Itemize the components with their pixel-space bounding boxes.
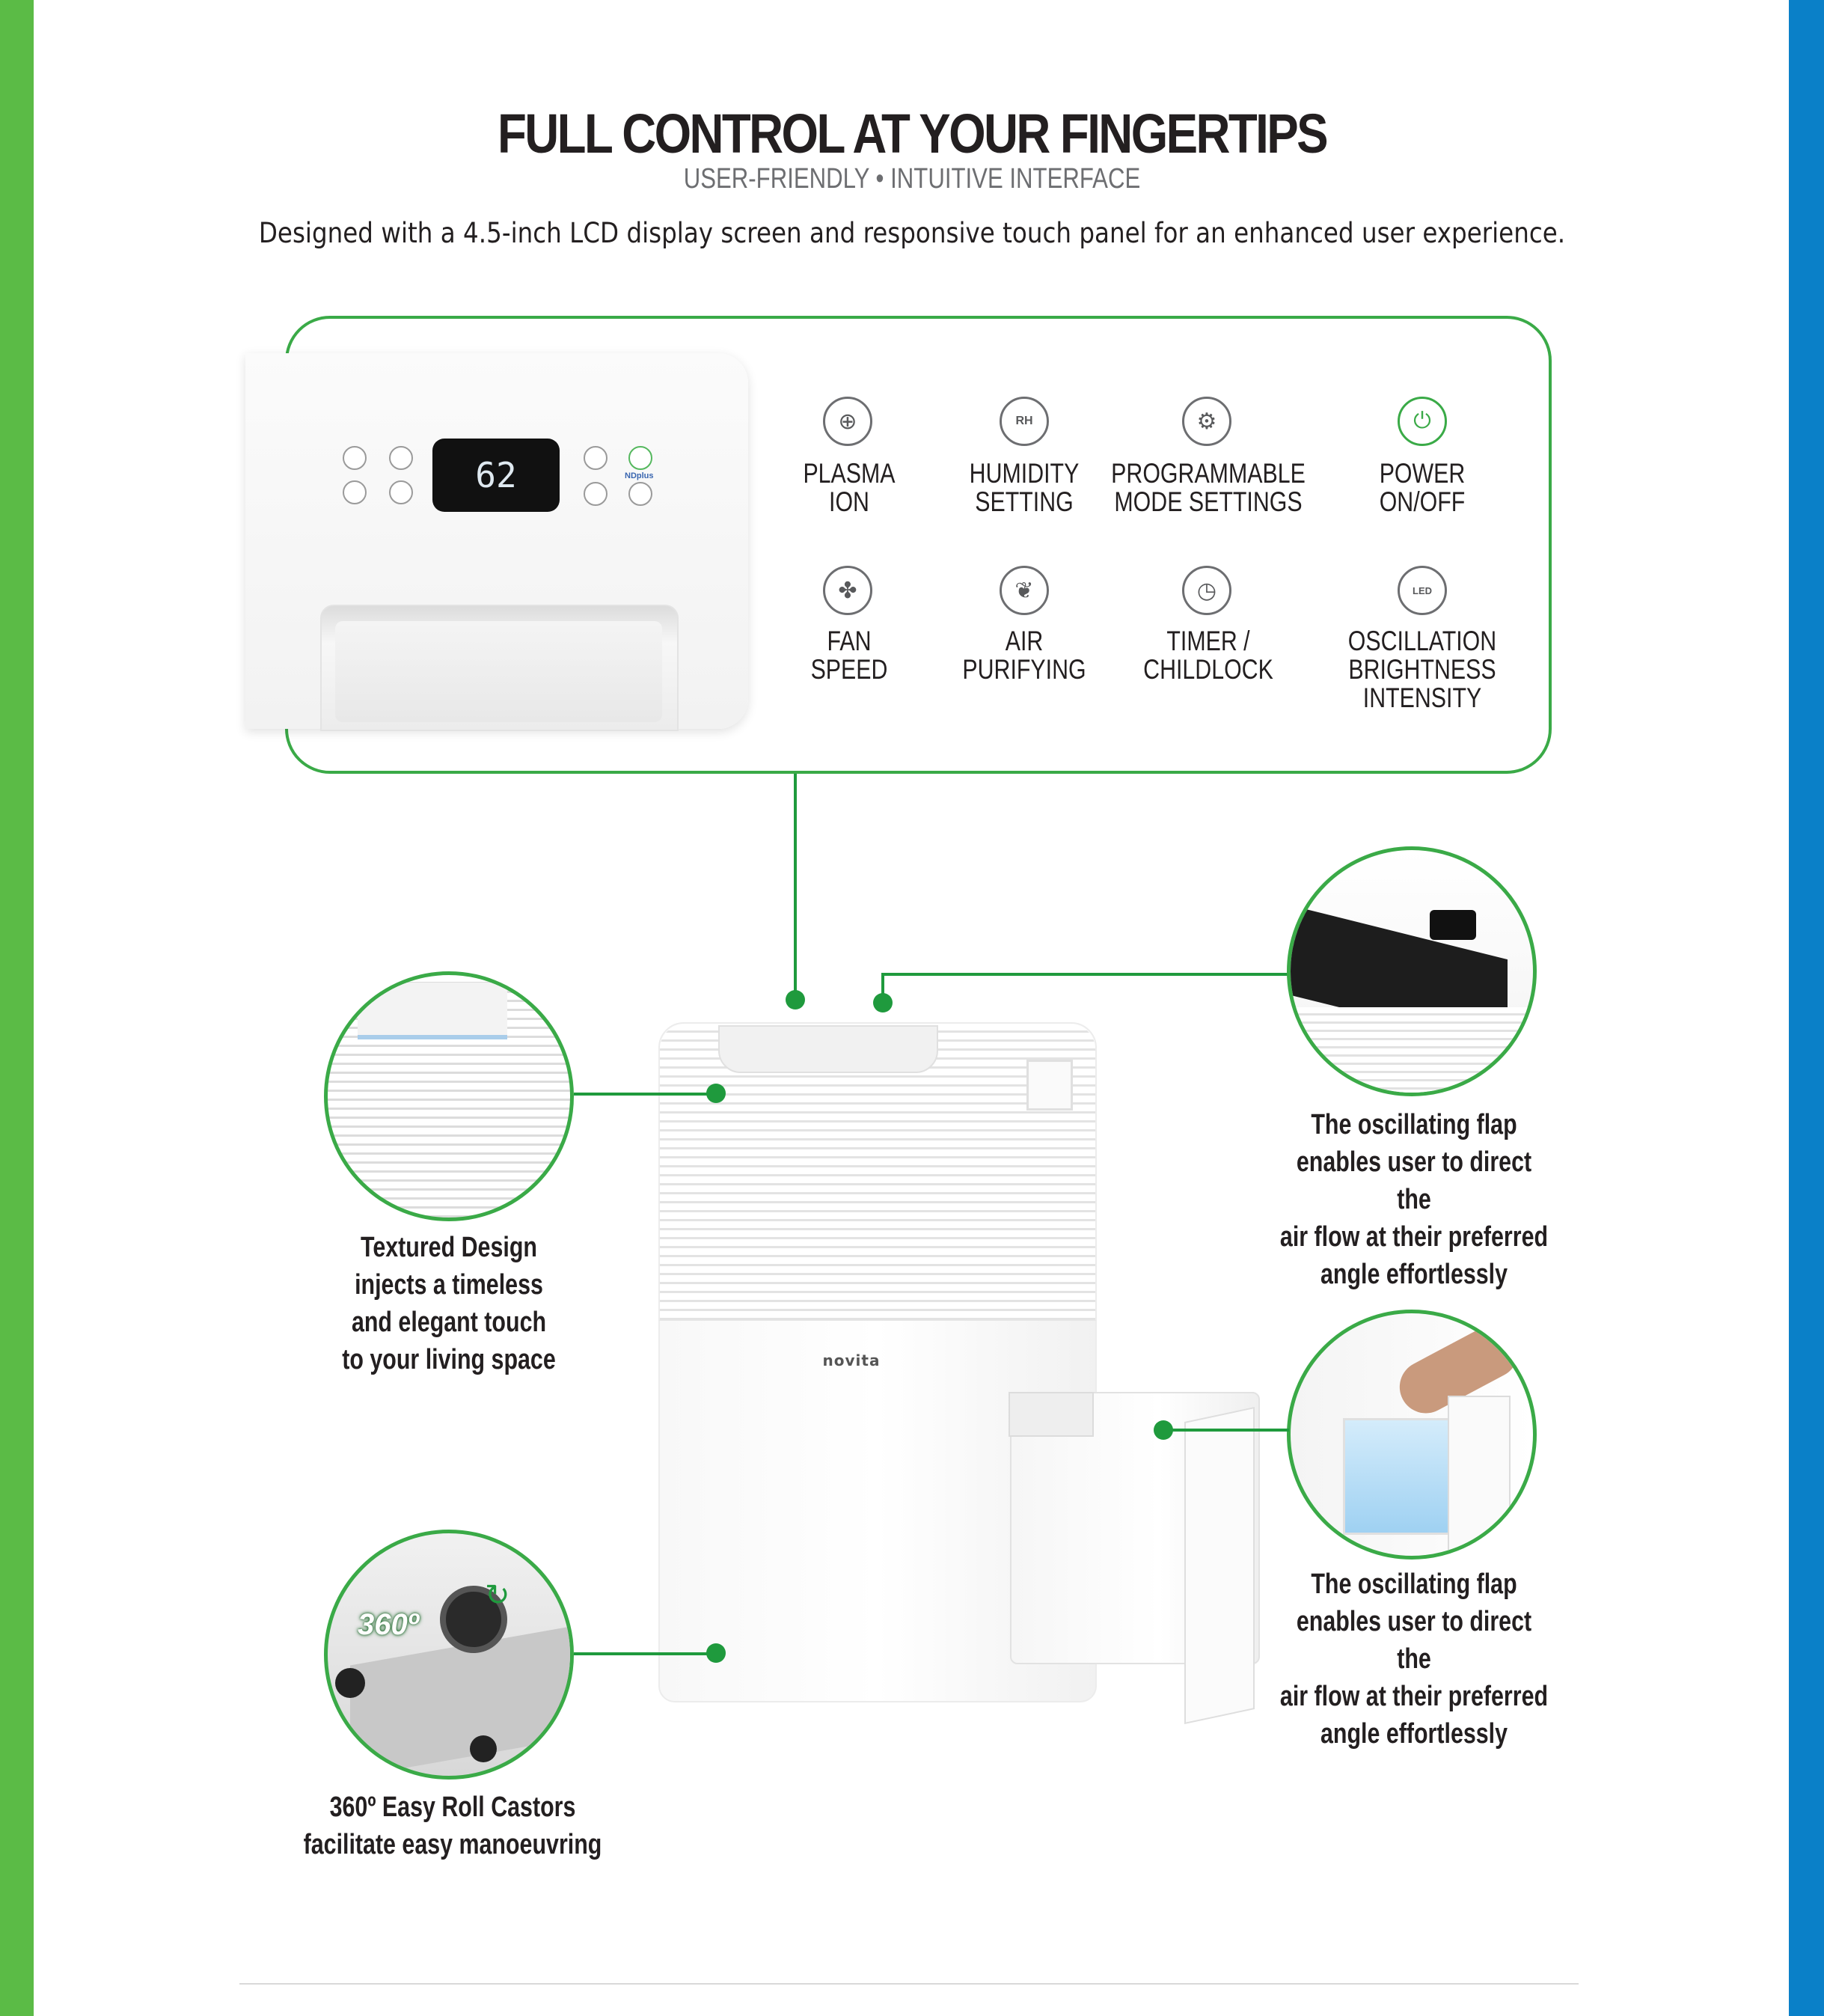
tank-closeup-water	[1343, 1418, 1452, 1535]
castor-caption: 360º Easy Roll Castors facilitate easy manoeuvring	[303, 1792, 602, 1860]
flap-connector-horizontal	[881, 973, 1290, 976]
tank-closeup-door	[1448, 1396, 1511, 1556]
flap-closeup-lcd	[1430, 910, 1476, 940]
textured-connector-dot	[706, 1084, 726, 1103]
flap-caption: The oscillating flap enables user to direct the air flow at their preferred angle effortlessly	[1279, 1109, 1549, 1290]
humidity-glyph: RH	[1015, 415, 1033, 427]
feature-label-humidity: HUMIDITY SETTING	[969, 458, 1080, 517]
plasma-ion-icon: ⊕	[823, 397, 872, 446]
panel-connector-dot	[786, 990, 805, 1009]
water-tank-door	[1184, 1407, 1255, 1724]
panel-connector-line	[794, 774, 797, 998]
gear-icon: ⚙	[1182, 397, 1231, 446]
fan-icon: ✤	[823, 566, 872, 615]
textured-connector-line	[574, 1093, 716, 1096]
tank-connector-line	[1163, 1429, 1289, 1432]
water-tank-opening	[1009, 1392, 1094, 1437]
feature-label-power: POWER ON/OFF	[1379, 458, 1466, 517]
textured-caption: Textured Design injects a timeless and elegant touch to your living space	[342, 1232, 556, 1375]
timer-lock-icon: ◷	[1182, 566, 1231, 615]
panel-fan-button	[343, 480, 367, 504]
panel-leaf-button	[389, 480, 413, 504]
tank-caption: The oscillating flap enables user to direct the air flow at their preferred angle effortlessly	[1279, 1568, 1549, 1750]
page-title: FULL CONTROL AT YOUR FINGERTIPS	[497, 103, 1326, 165]
feature-label-programmable: PROGRAMMABLE MODE SETTINGS	[1111, 458, 1306, 517]
feature-label-timer: TIMER / CHILDLOCK	[1143, 626, 1273, 685]
panel-timer-button	[584, 482, 608, 506]
tank-closeup-circle	[1287, 1310, 1537, 1560]
castor-badge: 360º	[358, 1608, 419, 1641]
oscillation-brightness-icon	[1398, 566, 1447, 615]
flap-closeup-ribs	[1291, 1007, 1537, 1096]
dehumidifier-handle	[1026, 1060, 1073, 1111]
bottom-divider	[239, 1983, 1579, 1985]
castor-wheel-small-left	[335, 1668, 365, 1698]
castor-closeup-circle	[324, 1530, 574, 1780]
page-subtitle: USER-FRIENDLY • INTUITIVE INTERFACE	[683, 163, 1141, 195]
panel-brand-badge: NDplus	[625, 471, 654, 480]
right-blue-bar	[1789, 0, 1824, 2016]
textured-closeup-vent	[358, 983, 507, 1039]
feature-label-fan: FAN SPEED	[810, 626, 888, 685]
leaf-icon: ❦	[1000, 566, 1049, 615]
castor-connector-line	[574, 1652, 716, 1655]
textured-closeup-circle	[324, 971, 574, 1221]
castor-rotate-arrow-icon: ↻	[485, 1579, 510, 1612]
flap-closeup-circle	[1287, 846, 1537, 1096]
flap-connector-vertical	[881, 973, 884, 1003]
feature-label-oscillation: OSCILLATION BRIGHTNESS INTENSITY	[1347, 626, 1497, 713]
power-icon: ⏻	[1398, 397, 1447, 446]
page-description: Designed with a 4.5-inch LCD display screen and responsive touch panel for an enhanced user experience.	[258, 217, 1566, 249]
panel-led-button	[628, 482, 652, 506]
feature-label-air: AIR PURIFYING	[962, 626, 1086, 685]
panel-gear-button	[584, 446, 608, 470]
panel-humidity-button	[389, 446, 413, 470]
left-green-bar	[0, 0, 34, 2016]
feature-label-plasma: PLASMA ION	[803, 458, 896, 517]
product-brand: novita	[822, 1351, 881, 1369]
lcd-display	[432, 439, 560, 512]
humidity-setting-icon	[1000, 397, 1049, 446]
dehumidifier-top-vent	[718, 1025, 938, 1073]
panel-power-button	[628, 446, 652, 470]
castor-connector-dot	[706, 1643, 726, 1663]
lcd-value: 62	[475, 455, 517, 495]
panel-plasma-button	[343, 446, 367, 470]
panel-outlet-flap	[335, 621, 662, 722]
castor-wheel-small-right	[470, 1735, 497, 1762]
led-glyph: LED	[1413, 584, 1432, 596]
